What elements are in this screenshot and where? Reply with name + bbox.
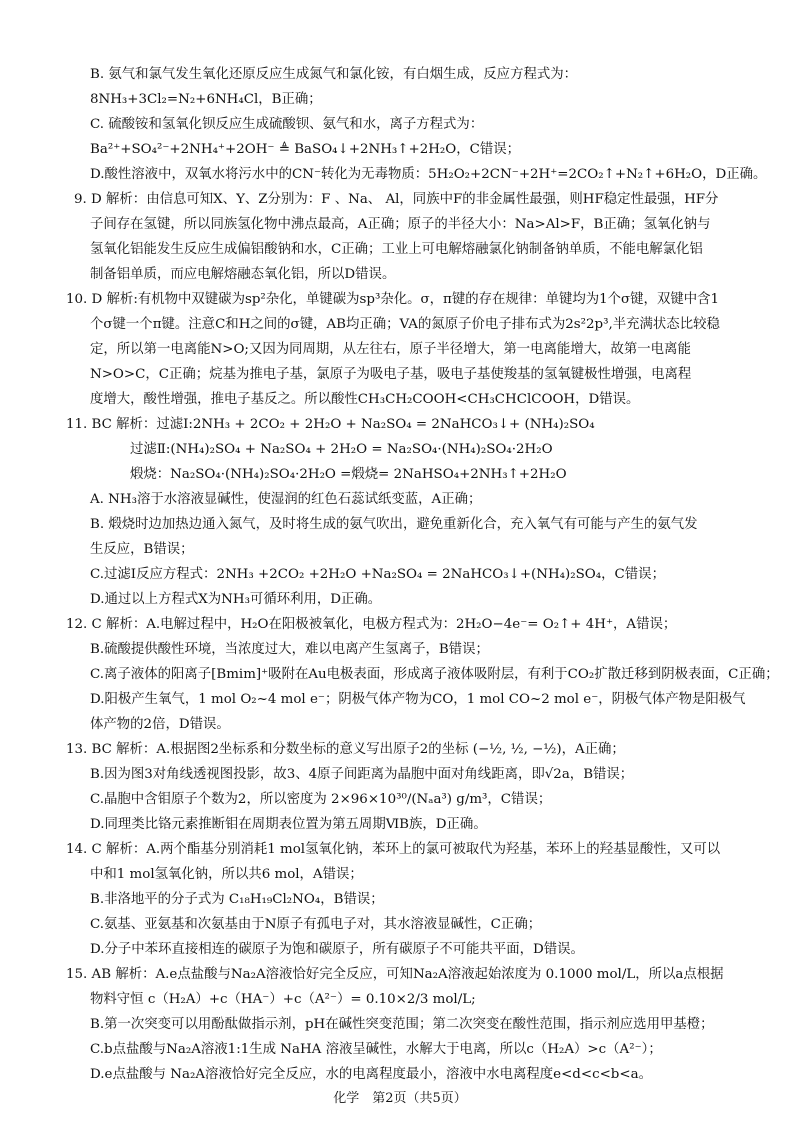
text-line: B. 煅烧时边加热边通入氮气，及时将生成的氨气吹出，避免重新化合，充入氧气有可能与产生的氨气发 [90, 517, 698, 532]
text-line: D.分子中苯环直接相连的碳原子为饱和碳原子，所有碳原子不可能共平面，D错误。 [90, 942, 584, 957]
text-line: 定，所以第一电离能N>O;又因为同周期，从左往右，原子半径增大，第一电离能增大，故第一电离能 [90, 342, 691, 357]
text-line: A. NH₃溶于水溶液显碱性，使湿润的红色石蕊试纸变蓝，A正确； [90, 492, 482, 507]
text-line: D.同理类比铬元素推断钼在周期表位置为第五周期ⅥB族，D正确。 [90, 817, 487, 832]
text-line: 15. AB 解析：A.e点盐酸与Na₂A溶液恰好完全反应，可知Na₂A溶液起始浓度为 0.1000 mol/L，所以a点根据 [66, 967, 724, 982]
text-line: C.b点盐酸与Na₂A溶液1:1生成 NaHA 溶液呈碱性，水解大于电离，所以c（H₂A）>c（A²⁻）； [90, 1042, 662, 1057]
text-line: 中和1 mol氢氧化钠，所以共6 mol，A错误； [90, 867, 363, 882]
text-line: 煅烧：Na₂SO₄·(NH₄)₂SO₄·2H₂O =煅烧= 2NaHSO₄+2NH₃↑+2H₂O [130, 467, 567, 482]
text-line: C.氨基、亚氨基和次氨基由于N原子有孤电子对，其水溶液显碱性，C正确； [90, 917, 542, 932]
text-line: 13. BC 解析：A.根据图2坐标系和分数坐标的意义写出原子2的坐标 (−½, ½, −½)，A正确； [66, 742, 625, 757]
text-line: B.硫酸提供酸性环境，当浓度过大，难以电离产生氢离子，B错误； [90, 642, 489, 657]
text-line: 11. BC 解析：过滤Ⅰ:2NH₃ + 2CO₂ + 2H₂O + Na₂SO₄ = 2NaHCO₃↓+ (NH₄)₂SO₄ [66, 417, 595, 432]
text-line: B.因为图3对角线透视图投影，故3、4原子间距离为晶胞中面对角线距离，即√2a，B错误； [90, 767, 634, 782]
text-line: B. 氨气和氯气发生氧化还原反应生成氮气和氯化铵，有白烟生成，反应方程式为： [90, 67, 578, 82]
text-line: D.酸性溶液中，双氧水将污水中的CN⁻转化为无毒物质：5H₂O₂+2CN⁻+2H⁺=2CO₂↑+N₂↑+6H₂O，D正确。 [90, 167, 767, 182]
text-line: 过滤Ⅱ:(NH₄)₂SO₄ + Na₂SO₄ + 2H₂O = Na₂SO₄·(NH₄)₂SO₄·2H₂O [130, 442, 553, 457]
text-line: Ba²⁺+SO₄²⁻+2NH₄⁺+2OH⁻ ≜ BaSO₄↓+2NH₃↑+2H₂O，C错误； [90, 142, 521, 157]
text-line: N>O>C，C正确；烷基为推电子基，氯原子为吸电子基，吸电子基使羧基的氢氧键极性增强，电离程 [90, 367, 692, 382]
text-line: 物料守恒 c（H₂A）+c（HA⁻）+c（A²⁻）= 0.10×2/3 mol/L; [90, 992, 476, 1007]
text-line: 14. C 解析：A.两个酯基分别消耗1 mol氢氧化钠，苯环上的氯可被取代为羟基，苯环上的羟基显酸性，又可以 [66, 842, 721, 857]
text-line: 个σ键一个π键。注意C和H之间的σ键，AB均正确；VA的氮原子价电子排布式为2s²2p³,半充满状态比较稳 [90, 317, 720, 332]
text-line: 体产物的2倍，D错误。 [90, 717, 230, 732]
text-line: D.阳极产生氧气，1 mol O₂~4 mol e⁻；阴极气体产物为CO，1 mol CO~2 mol e⁻，阴极气体产物是阳极气 [90, 692, 746, 707]
text-line: C.离子液体的阳离子[Bmim]⁺吸附在Au电极表面，形成离子液体吸附层，有利于CO₂扩散迁移到阴极表面，C正确； [90, 667, 779, 682]
text-line: B.非洛地平的分子式为 C₁₈H₁₉Cl₂NO₄，B错误； [90, 892, 384, 907]
text-line: B.第一次突变可以用酚酞做指示剂，pH在碱性突变范围；第二次突变在酸性范围，指示剂应选用甲基橙； [90, 1017, 714, 1032]
text-line: 子间存在氢键，所以同族氢化物中沸点最高，A正确；原子的半径大小：Na>Al>F，B正确；氢氧化钠与 [90, 217, 711, 232]
text-line: 制备铝单质，而应电解熔融态氧化铝，所以D错误。 [90, 267, 396, 282]
text-line: C.晶胞中含钼原子个数为2，所以密度为 2×96×10³⁰/(Nₐa³) g/m³，C错误； [90, 792, 552, 807]
text-line: 10. D 解析:有机物中双键碳为sp²杂化，单键碳为sp³杂化。σ，π键的存在规律：单键均为1个σ键，双键中含1 [66, 292, 720, 307]
page-footer: 化学 第2页（共5页） [333, 1091, 467, 1106]
text-line: 9. D 解析：由信息可知X、Y、Z分别为：F 、Na、 Al，同族中F的非金属性最强，则HF稳定性最强，HF分 [74, 192, 719, 207]
text-line: C. 硫酸铵和氢氧化钡反应生成硫酸钡、氨气和水，离子方程式为： [90, 117, 484, 132]
text-line: 度增大，酸性增强，推电子基反之。所以酸性CH₃CH₂COOH<CH₃CHClCOOH，D错误。 [90, 392, 640, 407]
text-line: 12. C 解析：A.电解过程中，H₂O在阳极被氧化，电极方程式为：2H₂O−4e⁻= O₂↑+ 4H⁺，A错误； [66, 617, 677, 632]
text-line: D.e点盐酸与 Na₂A溶液恰好完全反应，水的电离程度最小，溶液中水电离程度e<d<c<b<a。 [90, 1067, 652, 1082]
text-line: 生反应，B错误； [90, 542, 194, 557]
text-line: C.过滤Ⅰ反应方程式：2NH₃ +2CO₂ +2H₂O +Na₂SO₄ = 2NaHCO₃↓+(NH₄)₂SO₄，C错误； [90, 567, 665, 582]
text-line: 氢氧化铝能发生反应生成偏铝酸钠和水，C正确；工业上可电解熔融氯化钠制备钠单质，不能电解氯化铝 [90, 242, 703, 257]
text-line: D.通过以上方程式X为NH₃可循环利用，D正确。 [90, 592, 382, 607]
text-line: 8NH₃+3Cl₂=N₂+6NH₄Cl，B正确； [90, 92, 322, 107]
